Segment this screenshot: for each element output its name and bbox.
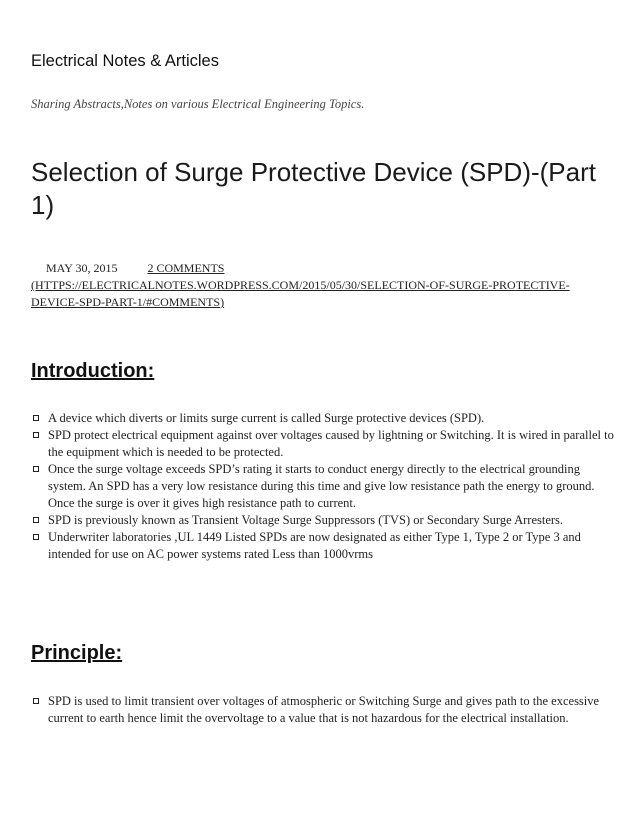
list-item-text: A device which diverts or limits surge current is called Surge protective devices (SPD).	[48, 411, 485, 425]
list-item	[31, 693, 616, 727]
list-item	[31, 512, 616, 529]
list-item	[31, 427, 616, 461]
site-tagline: Sharing Abstracts,Notes on various Electrical Engineering Topics.	[31, 97, 365, 111]
square-bullet-icon	[33, 466, 39, 472]
post-title: Selection of Surge Protective Device (SPD)-(Part 1)	[31, 157, 596, 220]
square-bullet-icon	[33, 534, 39, 540]
post-meta	[31, 260, 611, 311]
list-item-text: Underwriter laboratories ,UL 1449 Listed SPDs are now designated as either Type 1, Type 2 or Type 3 and intended for use on AC power systems rated Less than 1000vrms	[48, 530, 581, 561]
principle-heading: Principle:	[31, 642, 123, 664]
list-item-text: SPD is previously known as Transient Voltage Surge Suppressors (TVS) or Secondary Surge Arresters.	[48, 513, 564, 527]
square-bullet-icon	[33, 415, 39, 421]
list-item-text: Once the surge voltage exceeds SPD’s rating it starts to conduct energy directly to the electrical grounding system. An SPD has a very low resistance during this time and give low resistance path the energy to ground. Once the surge is over it gives high resistance path to current.	[48, 462, 595, 510]
principle-list	[31, 693, 616, 727]
comments-link-label[interactable]: 2 COMMENTS	[147, 261, 225, 275]
square-bullet-icon	[33, 432, 39, 438]
list-item	[31, 461, 616, 512]
introduction-heading: Introduction:	[31, 360, 155, 382]
introduction-list	[31, 410, 616, 563]
site-title[interactable]: Electrical Notes & Articles	[31, 52, 219, 70]
comments-link-url[interactable]: (HTTPS://ELECTRICALNOTES.WORDPRESS.COM/2015/05/30/SELECTION-OF-SURGE-PROTECTIVE-DEVICE-SPD-PART-1/#COMMENTS)	[31, 278, 570, 309]
list-item	[31, 529, 616, 563]
list-item-text: SPD is used to limit transient over voltages of atmospheric or Switching Surge and gives path to the excessive current to earth hence limit the overvoltage to a value that is not hazardous for the electrical installation.	[48, 694, 600, 725]
post-date: MAY 30, 2015	[46, 261, 118, 275]
square-bullet-icon	[33, 517, 39, 523]
square-bullet-icon	[33, 698, 39, 704]
list-item	[31, 410, 616, 427]
list-item-text: SPD protect electrical equipment against over voltages caused by lightning or Switching. It is wired in parallel to the equipment which is needed to be protected.	[48, 428, 614, 459]
